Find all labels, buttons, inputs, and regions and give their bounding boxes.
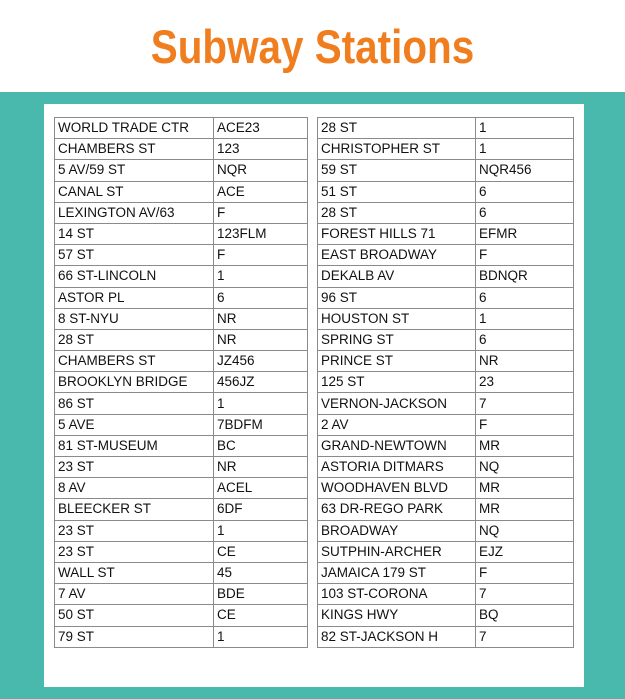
table-row — [318, 626, 574, 647]
station-lines-cell: 1 — [214, 626, 308, 647]
station-name-cell: ASTOR PL — [55, 287, 214, 308]
table-row — [318, 499, 574, 520]
table-row — [55, 160, 308, 181]
station-name-cell: ASTORIA DITMARS — [318, 457, 476, 478]
station-name-cell: FOREST HILLS 71 — [318, 223, 476, 244]
station-lines-cell: ACEL — [214, 478, 308, 499]
station-name-cell: 59 ST — [318, 160, 476, 181]
station-name-cell: 5 AV/59 ST — [55, 160, 214, 181]
station-lines-cell: 6 — [476, 202, 574, 223]
table-row — [318, 520, 574, 541]
table-row — [318, 393, 574, 414]
table-row — [318, 287, 574, 308]
station-name-cell: 50 ST — [55, 605, 214, 626]
station-lines-cell: 123 — [214, 139, 308, 160]
station-lines-cell: 1 — [476, 139, 574, 160]
station-lines-cell: 6DF — [214, 499, 308, 520]
table-row — [318, 181, 574, 202]
station-name-cell: 125 ST — [318, 372, 476, 393]
station-lines-cell: F — [476, 414, 574, 435]
station-name-cell: 14 ST — [55, 223, 214, 244]
table-row — [55, 478, 308, 499]
station-name-cell: 28 ST — [318, 202, 476, 223]
table-row — [318, 541, 574, 562]
table-row — [318, 223, 574, 244]
table-row — [55, 181, 308, 202]
table-row — [318, 118, 574, 139]
table-row — [55, 372, 308, 393]
table-row — [318, 457, 574, 478]
station-lines-cell: NQ — [476, 457, 574, 478]
stations-table-left-body — [55, 118, 308, 648]
table-row — [55, 605, 308, 626]
table-row — [55, 584, 308, 605]
table-row — [55, 223, 308, 244]
station-lines-cell: 7 — [476, 584, 574, 605]
stations-table-right-body — [318, 118, 574, 648]
table-row — [55, 520, 308, 541]
table-row — [55, 139, 308, 160]
station-name-cell: WALL ST — [55, 562, 214, 583]
station-name-cell: 23 ST — [55, 520, 214, 541]
station-name-cell: 8 ST-NYU — [55, 308, 214, 329]
table-row — [55, 541, 308, 562]
table-row — [55, 562, 308, 583]
table-row — [55, 202, 308, 223]
station-name-cell: 5 AVE — [55, 414, 214, 435]
station-name-cell: BLEECKER ST — [55, 499, 214, 520]
table-row — [55, 287, 308, 308]
station-name-cell: 82 ST-JACKSON H — [318, 626, 476, 647]
table-row — [318, 202, 574, 223]
station-name-cell: KINGS HWY — [318, 605, 476, 626]
station-lines-cell: NQ — [476, 520, 574, 541]
page-title: Subway Stations — [150, 20, 475, 73]
table-row — [55, 457, 308, 478]
station-name-cell: PRINCE ST — [318, 351, 476, 372]
table-row — [55, 414, 308, 435]
station-name-cell: 81 ST-MUSEUM — [55, 435, 214, 456]
station-lines-cell: BDE — [214, 584, 308, 605]
station-lines-cell: 6 — [476, 329, 574, 350]
station-lines-cell: NR — [214, 457, 308, 478]
station-name-cell: GRAND-NEWTOWN — [318, 435, 476, 456]
table-row — [55, 245, 308, 266]
station-name-cell: VERNON-JACKSON — [318, 393, 476, 414]
station-name-cell: BROOKLYN BRIDGE — [55, 372, 214, 393]
station-name-cell: 66 ST-LINCOLN — [55, 266, 214, 287]
station-name-cell: EAST BROADWAY — [318, 245, 476, 266]
station-name-cell: 63 DR-REGO PARK — [318, 499, 476, 520]
table-row — [55, 118, 308, 139]
station-lines-cell: ACE23 — [214, 118, 308, 139]
station-lines-cell: 23 — [476, 372, 574, 393]
station-name-cell: 8 AV — [55, 478, 214, 499]
station-lines-cell: NQR — [214, 160, 308, 181]
station-name-cell: WOODHAVEN BLVD — [318, 478, 476, 499]
station-lines-cell: NR — [476, 351, 574, 372]
table-row — [55, 626, 308, 647]
table-row — [318, 139, 574, 160]
station-lines-cell: F — [476, 562, 574, 583]
station-lines-cell: NQR456 — [476, 160, 574, 181]
table-row — [318, 414, 574, 435]
table-row — [55, 435, 308, 456]
station-lines-cell: 45 — [214, 562, 308, 583]
station-lines-cell: 1 — [214, 266, 308, 287]
station-name-cell: 28 ST — [318, 118, 476, 139]
station-name-cell: CHRISTOPHER ST — [318, 139, 476, 160]
station-lines-cell: 7BDFM — [214, 414, 308, 435]
station-lines-cell: 6 — [214, 287, 308, 308]
station-name-cell: 103 ST-CORONA — [318, 584, 476, 605]
station-name-cell: CHAMBERS ST — [55, 139, 214, 160]
station-name-cell: 79 ST — [55, 626, 214, 647]
station-lines-cell: 1 — [214, 520, 308, 541]
station-lines-cell: EJZ — [476, 541, 574, 562]
stations-table-left — [54, 117, 308, 648]
table-row — [55, 393, 308, 414]
table-row — [318, 266, 574, 287]
table-row — [318, 562, 574, 583]
station-name-cell: 86 ST — [55, 393, 214, 414]
station-lines-cell: CE — [214, 605, 308, 626]
table-row — [318, 245, 574, 266]
table-row — [318, 605, 574, 626]
station-lines-cell: MR — [476, 499, 574, 520]
station-name-cell: 57 ST — [55, 245, 214, 266]
table-row — [55, 329, 308, 350]
station-lines-cell: F — [476, 245, 574, 266]
station-name-cell: CHAMBERS ST — [55, 351, 214, 372]
station-lines-cell: 456JZ — [214, 372, 308, 393]
table-row — [55, 351, 308, 372]
station-lines-cell: MR — [476, 435, 574, 456]
table-row — [55, 308, 308, 329]
table-row — [318, 351, 574, 372]
station-lines-cell: BDNQR — [476, 266, 574, 287]
station-lines-cell: 7 — [476, 626, 574, 647]
station-lines-cell: BC — [214, 435, 308, 456]
station-name-cell: HOUSTON ST — [318, 308, 476, 329]
station-lines-cell: 1 — [214, 393, 308, 414]
station-lines-cell: ACE — [214, 181, 308, 202]
table-row — [318, 308, 574, 329]
station-name-cell: 23 ST — [55, 457, 214, 478]
station-name-cell: BROADWAY — [318, 520, 476, 541]
station-name-cell: WORLD TRADE CTR — [55, 118, 214, 139]
station-lines-cell: 7 — [476, 393, 574, 414]
station-lines-cell: BQ — [476, 605, 574, 626]
station-lines-cell: 1 — [476, 118, 574, 139]
station-lines-cell: NR — [214, 308, 308, 329]
station-name-cell: LEXINGTON AV/63 — [55, 202, 214, 223]
table-row — [318, 372, 574, 393]
station-name-cell: JAMAICA 179 ST — [318, 562, 476, 583]
station-name-cell: CANAL ST — [55, 181, 214, 202]
station-lines-cell: MR — [476, 478, 574, 499]
station-lines-cell: 123FLM — [214, 223, 308, 244]
station-lines-cell: JZ456 — [214, 351, 308, 372]
station-name-cell: SUTPHIN-ARCHER — [318, 541, 476, 562]
station-lines-cell: 6 — [476, 181, 574, 202]
table-row — [55, 266, 308, 287]
table-row — [318, 329, 574, 350]
station-lines-cell: 1 — [476, 308, 574, 329]
table-row — [318, 584, 574, 605]
station-name-cell: 96 ST — [318, 287, 476, 308]
station-name-cell: DEKALB AV — [318, 266, 476, 287]
station-lines-cell: CE — [214, 541, 308, 562]
table-row — [318, 160, 574, 181]
stations-table-right — [317, 117, 574, 648]
station-name-cell: 7 AV — [55, 584, 214, 605]
station-name-cell: SPRING ST — [318, 329, 476, 350]
table-row — [318, 435, 574, 456]
station-lines-cell: EFMR — [476, 223, 574, 244]
station-lines-cell: 6 — [476, 287, 574, 308]
station-name-cell: 28 ST — [55, 329, 214, 350]
station-name-cell: 2 AV — [318, 414, 476, 435]
station-lines-cell: F — [214, 245, 308, 266]
station-name-cell: 51 ST — [318, 181, 476, 202]
table-row — [55, 499, 308, 520]
station-name-cell: 23 ST — [55, 541, 214, 562]
station-lines-cell: NR — [214, 329, 308, 350]
station-lines-cell: F — [214, 202, 308, 223]
table-row — [318, 478, 574, 499]
